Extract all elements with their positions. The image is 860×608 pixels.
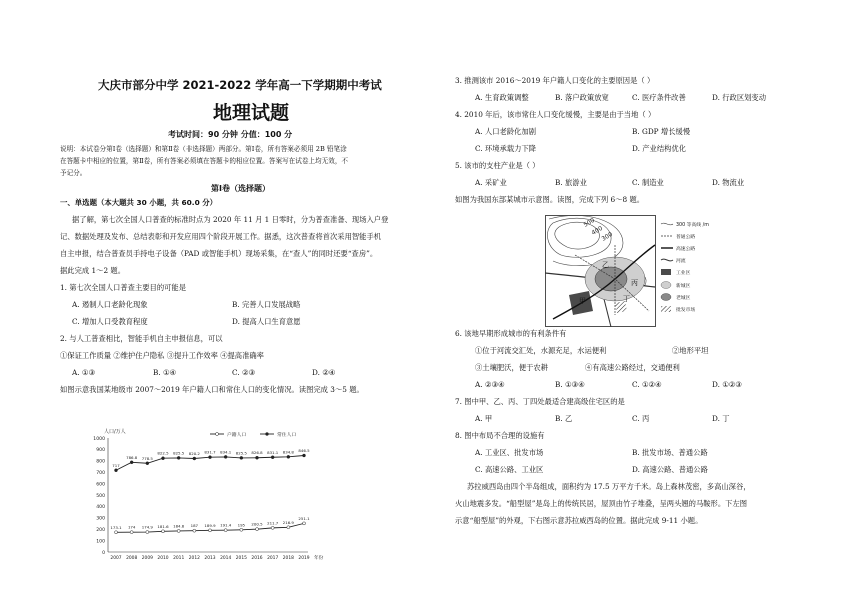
data-point: [271, 456, 274, 459]
q1-option-b: B. 完善人口发展战略: [232, 300, 301, 309]
contour-label-500: 500: [582, 216, 596, 229]
q4-option-a: A. 人口老龄化加剧: [475, 127, 536, 136]
q2-stem: 2. 与人工普查相比，智能手机自主申报信息，可以: [60, 334, 223, 343]
data-point: [146, 462, 149, 465]
instructions-line-2: 在答题卡中相应的位置，第Ⅱ卷，所有答案必须填在答题卡的相应位置。答案写在试卷上均无效，不: [60, 157, 349, 165]
q1-option-d: D. 提高人口生育意愿: [232, 317, 301, 326]
data-point: [224, 455, 227, 458]
place-label-jia: 甲: [579, 297, 586, 305]
legend-swatch-old-urban: [661, 294, 671, 301]
city-map-figure: [545, 215, 723, 327]
legend-item-road: 普通公路: [676, 235, 696, 240]
data-label: 187: [190, 523, 199, 529]
q2-items: ①保证工作质量 ②维护住户隐私 ③提升工作效率 ④提高准确率: [60, 351, 264, 360]
contour-label-400: 400: [590, 224, 604, 237]
data-point: [303, 454, 306, 457]
x-tick-label: 2013: [204, 556, 216, 561]
legend-item-river: 河流: [676, 259, 686, 264]
data-point: [193, 529, 196, 532]
q8-option-c: C. 高速公路、工业区: [475, 465, 544, 474]
q7-option-a: A. 甲: [475, 414, 493, 423]
q2-option-a: A. ①③: [72, 368, 95, 377]
part-title: 一、单选题（本大题共 30 小题，共 60.0 分）: [60, 198, 218, 207]
passage1-line-1: 据了解，第七次全国人口普查的标准时点为 2020 年 11 月 1 日零时，分为普查准备、现场入户登: [72, 215, 389, 224]
x-tick-label: 2019: [298, 556, 310, 561]
data-label: 174.9: [141, 524, 153, 530]
q6-item-2: ②地形平坦: [672, 346, 709, 355]
data-label: 174: [127, 524, 136, 530]
x-axis-label: 年份: [314, 556, 324, 561]
data-label: 826.8: [251, 450, 263, 456]
map-legend: [661, 221, 709, 313]
data-label: 181.6: [157, 523, 169, 529]
x-tick-label: 2010: [157, 556, 169, 561]
q7-stem: 7. 图中甲、乙、丙、丁四处最适合建高级住宅区的是: [455, 397, 625, 406]
y-tick-label: 400: [96, 505, 105, 511]
data-point: [224, 529, 227, 532]
q3-option-c: C. 医疗条件改善: [632, 93, 686, 102]
q5-option-b: B. 旅游业: [555, 178, 587, 187]
data-label: 200.5: [251, 521, 263, 527]
q6-stem: 6. 该地早期形成城市的有利条件有: [455, 329, 567, 338]
legend-item-contour: 300 等高线 /m: [676, 223, 709, 228]
data-label: 831.1: [267, 449, 279, 455]
data-label: 717: [112, 462, 120, 468]
legend-item-industrial: 工业区: [676, 271, 691, 276]
data-point: [240, 456, 243, 459]
data-label: 173.1: [110, 524, 122, 530]
data-point: [287, 455, 290, 458]
x-tick-label: 2011: [173, 556, 185, 561]
passage1-line-3: 自主申报，结合普查员手持电子设备（PAD 或智能手机）现场采集，在“查人”的同时还要“查房”。: [60, 249, 378, 258]
passage1-line-4: 据此完成 1～2 题。: [60, 266, 126, 275]
q6-option-a: A. ②③④: [475, 380, 505, 389]
legend-item-market: 批发市场: [676, 308, 696, 313]
q1-stem: 1. 第七次全国人口普查主要目的可能是: [60, 283, 187, 292]
data-label: 846.5: [298, 447, 310, 453]
data-label: 216.9: [282, 519, 294, 525]
passage9-line-3: 示意“船型屋”的外观，下右图示意苏拉威西岛的位置。据此完成 9-11 小题。: [455, 516, 703, 525]
data-label: 825.5: [235, 450, 247, 456]
legend-label: 常住人口: [277, 432, 297, 438]
population-line-chart: [70, 424, 332, 564]
data-label: 834.8: [282, 449, 294, 455]
q2-option-d: D. ②④: [312, 368, 336, 377]
school-title: 大庆市部分中学 2021-2022 学年高一下学期期中考试: [98, 78, 382, 92]
data-point: [146, 531, 149, 534]
legend-label: 户籍人口: [227, 432, 247, 438]
passage9-line-1: 苏拉威西岛由四个半岛组成，面积约为 17.5 万平方千米。岛上森林茂密，多高山深谷，: [467, 482, 751, 491]
legend-marker-1: [266, 433, 269, 436]
y-tick-label: 800: [96, 459, 105, 465]
q3-option-d: D. 行政区划变动: [712, 93, 767, 102]
y-axis-label: 人口/万人: [104, 429, 126, 435]
data-label: 189.9: [204, 522, 216, 528]
x-tick-label: 2016: [251, 556, 263, 561]
data-label: 778.5: [141, 455, 153, 461]
data-point: [193, 457, 196, 460]
passage9-line-2: 火山地震多发。“船型屋”是岛上的传统民居，屋顶由竹子堆叠，呈两头翘的马鞍形。下左图: [455, 499, 748, 508]
data-point: [256, 528, 259, 531]
x-tick-label: 2009: [141, 556, 153, 561]
data-point: [209, 456, 212, 459]
q6-option-c: C. ①②④: [632, 380, 662, 389]
instructions-line-1: 说明：本试卷分第Ⅰ卷（选择题）和第Ⅱ卷（非选择题）两部分。第Ⅰ卷，所有答案必须用 2B 铅笔涂: [60, 145, 347, 153]
y-tick-label: 0: [102, 550, 105, 556]
y-tick-label: 900: [96, 448, 105, 454]
data-label: 822.5: [157, 450, 169, 456]
x-tick-label: 2014: [220, 556, 232, 561]
y-tick-label: 700: [96, 471, 105, 476]
legend-item-new-urban: 新城区: [676, 284, 691, 289]
data-point: [177, 456, 180, 459]
data-label: 825.5: [173, 450, 185, 456]
data-point: [256, 456, 259, 459]
legend-swatch-contour: [661, 223, 673, 225]
data-point: [115, 531, 118, 534]
legend-swatch-new-urban: [661, 282, 671, 289]
place-label-bing: 丙: [631, 279, 638, 287]
legend-swatch-industrial: [661, 269, 671, 275]
q4-option-c: C. 环境承载力下降: [475, 144, 537, 153]
data-point: [303, 522, 306, 525]
data-label: 786.8: [126, 454, 138, 460]
data-point: [177, 529, 180, 532]
q8-option-d: D. 高速公路、普通公路: [632, 465, 708, 474]
data-point: [130, 531, 133, 534]
subject-title: 地理试题: [213, 102, 290, 124]
data-label: 831.7: [204, 449, 216, 455]
x-tick-label: 2008: [126, 556, 138, 561]
q2-option-b: B. ①④: [153, 368, 177, 377]
place-label-yi: 乙: [602, 261, 609, 269]
data-point: [130, 461, 133, 464]
q6-option-b: B. ①③④: [555, 380, 585, 389]
x-tick-label: 2017: [267, 556, 279, 561]
y-tick-label: 600: [96, 482, 105, 488]
q5-option-c: C. 制造业: [632, 178, 664, 187]
x-tick-label: 2015: [235, 556, 247, 561]
q3-option-b: B. 落户政策放宽: [555, 93, 609, 102]
data-label: 251.1: [298, 515, 310, 521]
q4-option-b: B. GDP 增长缓慢: [632, 127, 691, 136]
data-point: [162, 457, 165, 460]
legend-marker-0: [216, 433, 219, 436]
chart-intro: 如图示意我国某地级市 2007～2019 年户籍人口和常住人口的变化情况。读图完成 3～5 题。: [60, 385, 364, 394]
q7-option-c: C. 丙: [632, 414, 650, 423]
q3-stem: 3. 推测该市 2016～2019 年户籍人口变化的主要原因是（ ）: [455, 76, 655, 85]
y-tick-label: 200: [96, 528, 105, 533]
q6-item-1: ①位于河流交汇处，水源充足，水运便利: [475, 346, 607, 355]
data-label: 184.6: [173, 523, 185, 529]
q8-stem: 8. 图中布局不合理的设施有: [455, 431, 545, 440]
data-point: [287, 526, 290, 529]
x-tick-label: 2012: [188, 556, 200, 561]
data-label: 834.1: [220, 449, 232, 455]
map-intro: 如图为我国东部某城市示意图。读图，完成下列 6～8 题。: [455, 195, 645, 204]
legend-item-expressway: 高速公路: [676, 247, 696, 252]
q1-option-c: C. 增加人口受教育程度: [72, 317, 148, 326]
y-tick-label: 300: [96, 516, 105, 522]
contour-label-300: 300: [600, 230, 614, 243]
data-point: [209, 529, 212, 532]
q7-option-b: B. 乙: [555, 414, 573, 423]
q5-option-d: D. 物流业: [712, 178, 745, 187]
data-point: [162, 530, 165, 533]
legend-swatch-river: [661, 259, 673, 261]
data-point: [240, 528, 243, 531]
y-tick-label: 100: [96, 539, 105, 545]
q5-option-a: A. 采矿业: [475, 178, 507, 187]
data-point: [115, 469, 118, 472]
old-urban-area: [595, 267, 627, 291]
data-label: 195: [237, 522, 246, 528]
q4-option-d: D. 产业结构优化: [632, 144, 687, 153]
legend-item-old-urban: 老城区: [676, 296, 691, 301]
q8-option-b: B. 批发市场、普通公路: [632, 448, 708, 457]
instructions-line-3: 予记分。: [60, 169, 87, 177]
y-tick-label: 1000: [93, 436, 105, 442]
q5-stem: 5. 该市的支柱产业是（ ）: [455, 161, 540, 170]
data-label: 820.2: [188, 450, 200, 456]
x-tick-label: 2018: [282, 556, 294, 561]
passage1-line-2: 记、数据处理及发布、总结表彰和开发应用四个阶段开展工作。据悉，这次普查将首次采用智能手机: [60, 232, 382, 241]
section-title: 第Ⅰ卷（选择题）: [211, 184, 270, 193]
data-label: 191.4: [220, 522, 232, 528]
x-tick-label: 2007: [110, 556, 122, 561]
q7-option-d: D. 丁: [712, 414, 730, 423]
place-label-ding: 丁: [623, 295, 630, 303]
q2-option-c: C. ②③: [232, 368, 256, 377]
data-point: [271, 526, 274, 529]
q3-option-a: A. 生育政策调整: [475, 93, 529, 102]
q8-option-a: A. 工业区、批发市场: [475, 448, 544, 457]
q6-item-4: ④有高速公路经过，交通便利: [585, 363, 680, 372]
exam-info: 考试时间：90 分钟 分值：100 分: [168, 130, 293, 139]
q6-option-d: D. ①②③: [712, 380, 742, 389]
legend-swatch-market: [661, 306, 671, 312]
q6-item-3: ③土壤肥沃，便于农耕: [475, 363, 548, 372]
q4-stem: 4. 2010 年后，该市常住人口变化缓慢，主要是由于当地（ ）: [455, 110, 656, 119]
y-tick-label: 500: [96, 493, 105, 499]
data-label: 211.7: [267, 520, 279, 526]
q1-option-a: A. 遏制人口老龄化现象: [72, 300, 148, 309]
